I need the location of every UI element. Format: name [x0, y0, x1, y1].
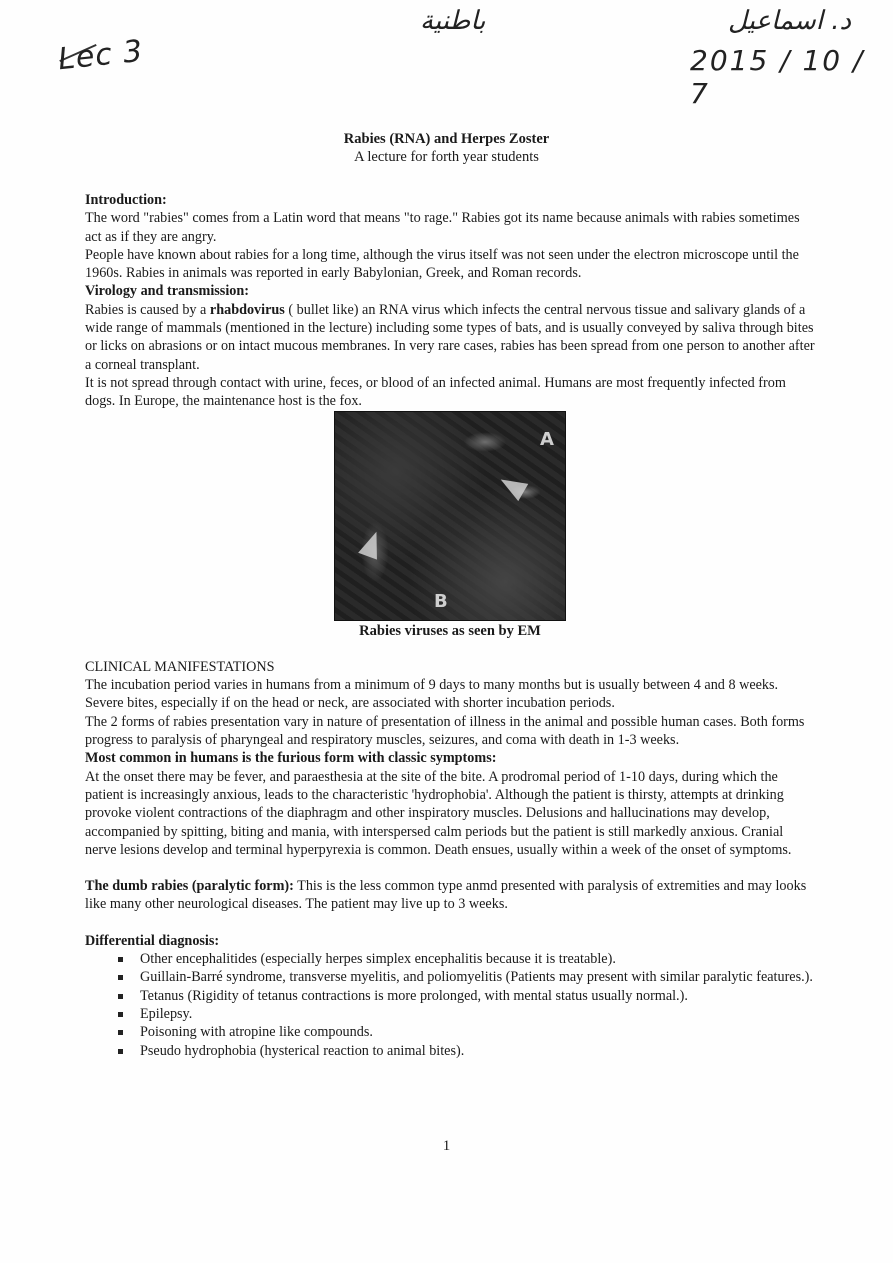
introduction-paragraph-1: The word "rabies" comes from a Latin word that means "to rage." Rabies got its name because animals with rabies sometimes act as if they are angry.	[85, 210, 800, 245]
spacer	[85, 859, 815, 877]
list-item: Guillain-Barré syndrome, transverse myelitis, and poliomyelitis (Patients may present with similar paralytic features.).	[140, 968, 815, 986]
electron-micrograph-image	[334, 411, 566, 621]
document-body	[85, 191, 815, 1060]
introduction-heading: Introduction:	[85, 192, 167, 208]
list-item: Poisoning with atropine like compounds.	[140, 1023, 815, 1041]
differential-list	[85, 950, 815, 1060]
furious-form-heading: Most common in humans is the furious form with classic symptoms:	[85, 750, 497, 767]
page-number: 1	[442, 1138, 451, 1154]
virology-text-start: Rabies is caused by a	[85, 301, 210, 318]
handwritten-lecture-note: Lec 3	[56, 33, 145, 78]
dumb-rabies-paragraph	[85, 877, 815, 914]
virology-text-end: ( bullet like) an RNA virus which infects the central nervous tissue and salivary glands of a wide range of mammals (mentioned in the lecture) including some types of bats, and is usually conveyed by saliva through bites or licks on abrasions or on intact mucous membranes. In very rare cases, rabies has been spread from one person to another after a corneal transplant.	[85, 301, 815, 373]
introduction-paragraph-2: People have known about rabies for a long time, although the virus itself was not seen under the electron microscope until the 1960s. Rabies in animals was reported in early Babylonian, Greek, and Roman records.	[85, 246, 799, 282]
clinical-paragraph-2: The 2 forms of rabies presentation vary in nature of presentation of illness in the animal and possible human cases. Both forms progress to paralysis of pharyngeal and respiratory muscles, seizures, and coma with death in 1-3 weeks.	[85, 713, 805, 749]
handwritten-date: 2015 / 10 / 7	[690, 44, 865, 110]
list-item: Tetanus (Rigidity of tetanus contractions is more prolonged, with mental status usually normal.).	[140, 987, 815, 1005]
document-header	[0, 130, 893, 166]
virology-paragraph-1	[85, 301, 815, 374]
list-item: Epilepsy.	[140, 1005, 815, 1023]
dumb-rabies-text: This is the less common type anmd presented with paralysis of extremities and may looks like many other neurological diseases. The patient may live up to 3 weeks.	[85, 878, 807, 913]
differential-heading: Differential diagnosis:	[85, 932, 220, 949]
dumb-rabies-term: The dumb rabies (paralytic form):	[85, 878, 294, 895]
image-letter-mark: B	[434, 590, 448, 612]
figure-caption: Rabies viruses as seen by EM	[359, 622, 541, 639]
list-item: Pseudo hydrophobia (hysterical reaction to animal bites).	[140, 1042, 815, 1060]
document-title: Rabies (RNA) and Herpes Zoster	[343, 131, 550, 147]
image-letter-mark: A	[540, 428, 554, 450]
list-item: Other encephalitides (especially herpes simplex encephalitis because it is treatable).	[140, 950, 815, 968]
handwritten-author-note: د. اسماعيل	[728, 6, 852, 36]
document-subtitle: A lecture for forth year students	[354, 149, 539, 165]
handwritten-center-note: باطنية	[420, 6, 486, 36]
em-figure	[334, 411, 566, 640]
virology-heading: Virology and transmission:	[85, 283, 249, 300]
clinical-paragraph-1: The incubation period varies in humans from a minimum of 9 days to many months but is usually between 4 and 8 weeks. Severe bites, especially if on the head or neck, are associated with shorter incubation periods.	[85, 677, 779, 712]
spacer	[85, 914, 815, 932]
spacer	[85, 640, 815, 658]
clinical-heading: CLINICAL MANIFESTATIONS	[85, 658, 275, 675]
rhabdovirus-term: rhabdovirus	[209, 301, 285, 318]
virology-paragraph-2: It is not spread through contact with urine, feces, or blood of an infected animal. Humans are most frequently infected from dogs. In Europe, the maintenance host is the fox.	[85, 374, 786, 410]
furious-form-paragraph: At the onset there may be fever, and paraesthesia at the site of the bite. A prodromal period of 1-10 days, during which the patient is increasingly anxious, leads to the characteristic 'hydrophobia'. Although the patient is thirsty, attempts at drinking provoke violent contractions of the diaphragm and other inspiratory muscles. Delusions and hallucinations may develop, accompanied by spitting, biting and mania, with interspersed calm periods but the patient is still markedly anxious. Cranial nerve lesions develop and terminal hyperpyrexia is common. Death ensues, usually within a week of the onset of symptoms.	[85, 768, 792, 858]
